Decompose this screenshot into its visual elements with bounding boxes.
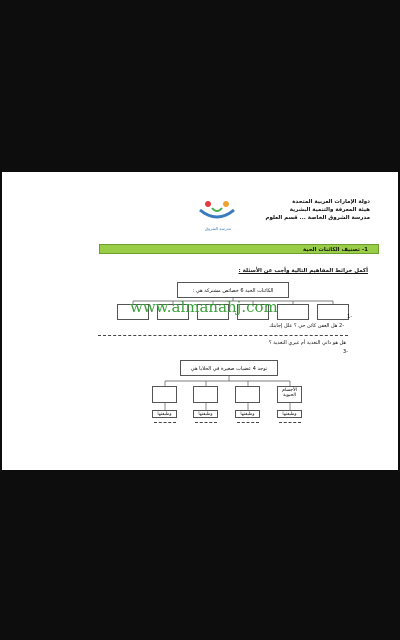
document-page [2,172,398,470]
org-line-2: هيئة المعرفة والتنمية البشرية [289,207,370,213]
question-1-number: -1 [347,314,352,320]
organelle-box [193,386,218,403]
function-label: وظيفتها [152,410,177,418]
answer-line [98,335,348,336]
logo-caption: مدرسة الشروق [204,226,232,231]
concept-map-root: الكائنات الحية 6 خصائص مشتركة هي : [177,282,289,298]
function-answer-line [237,422,259,423]
question-3-number: -3 [343,349,348,355]
organelle-box [152,386,177,403]
section-title-banner: 1- تصنيف الكائنات الحية [99,244,379,254]
organelle-box [235,386,260,403]
organelles-map-root: توجد 4 عضيات صغيرة في الخلايا هي [180,360,278,376]
watermark: www.almanahj.com [130,298,278,316]
concept-box [317,304,349,320]
question-2-hint: هل هو ذاتي التغذية أم غيري التغذية ؟ [269,340,346,346]
function-label: وظيفتها [277,410,302,418]
org-line-3: مدرسة الشروق الخاصة ... قسم العلوم [265,215,370,221]
function-label: وظيفتها [193,410,218,418]
question-2: -2 هل العفن كائن حي ؟ علل إجابتك [269,323,344,329]
function-answer-line [279,422,301,423]
school-logo [194,198,240,226]
organization-header [265,198,370,222]
org-line-1: دولة الإمارات العربية المتحدة [292,199,370,205]
concept-box [277,304,309,320]
organelle-box-first: الأجسام الحيوية [277,386,302,403]
function-answer-line [154,422,176,423]
instruction-text: أكمل خرائط المفاهيم التالية وأجب عن الأسئلة : [238,268,368,274]
function-label: وظيفتها [235,410,260,418]
function-answer-line [195,422,217,423]
